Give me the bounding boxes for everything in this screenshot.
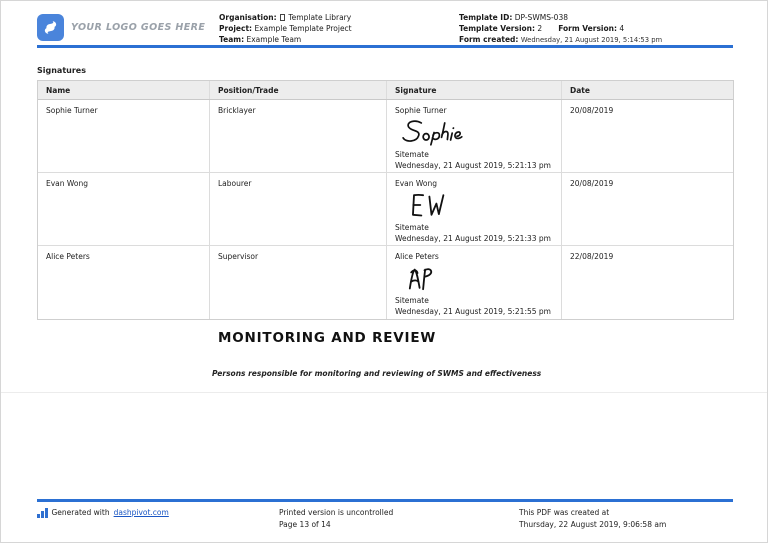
- signature-timestamp: Wednesday, 21 August 2019, 5:21:13 pm: [395, 161, 551, 170]
- signature-source: Sitemate: [395, 223, 429, 232]
- cell-signature: [387, 246, 562, 319]
- template-id-value: DP-SWMS-038: [514, 13, 568, 22]
- header-organisation-block: [219, 12, 352, 45]
- signature-timestamp: Wednesday, 21 August 2019, 5:21:33 pm: [395, 234, 551, 243]
- company-logo: [37, 14, 64, 41]
- signatures-section-label: Signatures: [37, 66, 86, 75]
- column-header-name: Name: [38, 81, 210, 99]
- sitemate-s-icon: [41, 18, 60, 37]
- cell-name: Sophie Turner: [38, 100, 210, 172]
- cell-signature: [387, 100, 562, 172]
- dashpivot-link[interactable]: dashpivot.com: [113, 508, 169, 517]
- signature-source: Sitemate: [395, 150, 429, 159]
- document-icon: [280, 14, 285, 21]
- column-header-signature: Signature: [387, 81, 562, 99]
- organisation-value: Template Library: [288, 13, 352, 22]
- footer-created-block: [519, 507, 666, 531]
- form-created-value: Wednesday, 21 August 2019, 5:14:53 pm: [520, 36, 663, 44]
- signature-name: Sophie Turner: [395, 106, 447, 115]
- table-row: [38, 100, 733, 173]
- template-id-line: [459, 12, 662, 23]
- organisation-line: [219, 12, 352, 23]
- form-version-label: Form Version:: [558, 24, 617, 33]
- cell-signature: [387, 173, 562, 245]
- cell-position: Supervisor: [210, 246, 387, 319]
- column-header-date: Date: [570, 86, 590, 95]
- bar-chart-icon: [37, 508, 48, 518]
- section-divider: [1, 392, 768, 393]
- cell-position: Labourer: [210, 173, 387, 245]
- project-value: Example Template Project: [254, 24, 352, 33]
- project-line: [219, 23, 352, 34]
- handwritten-signature-image: [405, 264, 437, 292]
- template-version-label: Template Version:: [459, 24, 536, 33]
- team-label: Team:: [219, 35, 245, 44]
- column-header-position: Position/Trade: [210, 81, 387, 99]
- template-id-label: Template ID:: [459, 13, 513, 22]
- team-value: Example Team: [246, 35, 302, 44]
- section-subheading: Persons responsible for monitoring and reviewing of SWMS and effectiveness: [212, 369, 542, 378]
- logo-placeholder-text: YOUR LOGO GOES HERE: [71, 22, 206, 33]
- template-version-value: 2: [537, 24, 543, 33]
- team-line: [219, 34, 352, 45]
- signature-source: Sitemate: [395, 296, 429, 305]
- pdf-created-label: This PDF was created at: [519, 508, 610, 517]
- signature-name: Evan Wong: [395, 179, 437, 188]
- form-version-value: 4: [619, 24, 625, 33]
- footer-printed-block: [279, 507, 393, 531]
- generated-with-text: Generated with: [51, 508, 110, 517]
- table-row: [38, 246, 733, 319]
- cell-date: 22/08/2019: [570, 252, 614, 261]
- footer-generated: [37, 507, 169, 519]
- header-divider: [37, 45, 733, 48]
- page-number-text: Page 13 of 14: [279, 520, 331, 529]
- organisation-label: Organisation:: [219, 13, 277, 22]
- cell-position: Bricklayer: [210, 100, 387, 172]
- header-template-block: [459, 12, 662, 46]
- cell-name: Evan Wong: [38, 173, 210, 245]
- handwritten-signature-image: [407, 191, 449, 219]
- project-label: Project:: [219, 24, 253, 33]
- table-header-row: [38, 81, 733, 100]
- signature-name: Alice Peters: [395, 252, 439, 261]
- pdf-created-timestamp: Thursday, 22 August 2019, 9:06:58 am: [519, 520, 667, 529]
- signature-timestamp: Wednesday, 21 August 2019, 5:21:55 pm: [395, 307, 551, 316]
- cell-name: Alice Peters: [38, 246, 210, 319]
- footer-divider: [37, 499, 733, 502]
- signatures-table: [37, 80, 734, 320]
- cell-date: 20/08/2019: [570, 179, 614, 188]
- cell-date: 20/08/2019: [570, 106, 614, 115]
- handwritten-signature-image: [401, 118, 465, 146]
- versions-line: [459, 23, 662, 34]
- section-heading: MONITORING AND REVIEW: [218, 330, 437, 346]
- table-row: [38, 173, 733, 246]
- form-created-label: Form created:: [459, 35, 519, 44]
- printed-version-text: Printed version is uncontrolled: [279, 508, 394, 517]
